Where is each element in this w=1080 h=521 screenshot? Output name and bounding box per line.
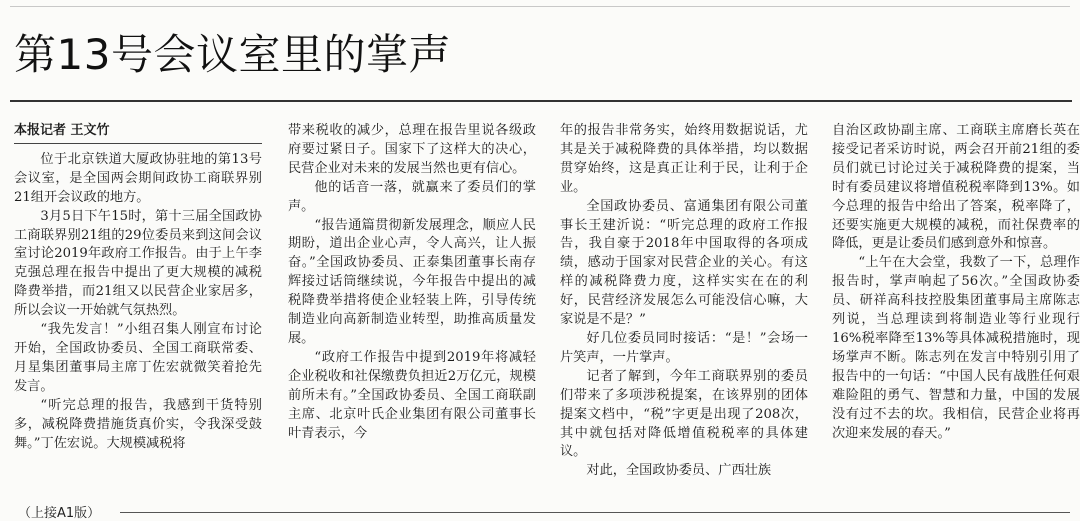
paragraph: “政府工作报告中提到2019年将减轻企业税收和社保缴费负担近2万亿元，规模前所未有。”全国政协委员、全国工商联副主席、北京叶氏企业集团有限公司董事长叶青表示，今 xyxy=(288,349,536,441)
paragraph: “上午在大会堂，我数了一下，总理作报告时，掌声响起了56次。”全国政协委员、研祥高科技控股集团董事局主席陈志列说，当总理读到将制造业等行业现行16%税率降至13%等具体减税措施时，现场掌声不断。陈志列在发言中特别引用了报告中的一句话：“中国人民有战胜任何艰难险阻的勇气、智慧和力量，中国的发展没有过不去的坎。我相信，民营企业将再次迎来发展的春天。” xyxy=(832,255,1080,441)
paragraph: “听完总理的报告，我感到干货特别多，减税降费措施货真价实，令我深受鼓舞。”丁佐宏说。大规模减税将 xyxy=(14,397,262,451)
paragraph: 好几位委员同时接话：“是！”会场一片笑声，一片掌声。 xyxy=(560,330,808,365)
paragraph: 年的报告非常务实，始终用数据说话，尤其是关于减税降费的具体举措，均以数据贯穿始终，这是真正让利于民，让利于企业。 xyxy=(560,123,808,195)
paragraph: 带来税收的减少，总理在报告里说各级政府要过紧日子。国家下了这样大的决心，民营企业对未来的发展当然也更有信心。 xyxy=(288,123,536,176)
paragraph: 他的话音一落，就赢来了委员们的掌声。 xyxy=(288,179,536,214)
paragraph: “我先发言！”小组召集人刚宣布讨论开始，全国政协委员、全国工商联常委、月星集团董事局主席丁佐宏就微笑着抢先发言。 xyxy=(14,322,262,394)
footer-rule xyxy=(120,512,1070,513)
paragraph: 全国政协委员、富通集团有限公司董事长王建沂说：“听完总理的政府工作报告，我自豪于2018年中国取得的各项成绩，感动于国家对民营企业的关心。有这样的减税降费力度，这样实实在在的利好，民营经济发展怎么可能没信心嘛，大家说是不是？” xyxy=(560,198,808,328)
byline: 本报记者 王文竹 xyxy=(14,122,262,144)
paragraph: 记者了解到，今年工商联界别的委员们带来了多项涉税提案，在该界别的团体提案文档中，“税”字更是出现了208次，其中就包括对降低增值税税率的具体建议。 xyxy=(560,368,808,460)
article-column-4 xyxy=(832,122,1080,492)
article-column-2 xyxy=(288,122,536,492)
headline: 第13号会议室里的掌声 xyxy=(14,30,451,79)
continuation-note: （上接A1版） xyxy=(18,506,101,521)
paragraph: 位于北京铁道大厦政协驻地的第13号会议室，是全国两会期间政协工商联界别21组开会议政的地方。 xyxy=(14,151,262,205)
paragraph: 对此，全国政协委员、广西壮族 xyxy=(586,463,772,479)
top-rule xyxy=(10,6,1070,7)
paragraph: “报告通篇贯彻新发展理念，顺应人民期盼，道出企业心声，令人高兴，让人振奋。”全国政协委员、正泰集团董事长南存辉接过话筒继续说，今年报告中提出的减税降费举措将使企业轻装上阵，引导传统制造业向高新制造业转型，助推高质量发展。 xyxy=(288,217,536,346)
article-column-3 xyxy=(560,122,808,492)
paragraph: 自治区政协副主席、工商联主席磨长英在接受记者采访时说，两会召开前21组的委员们就已讨论过关于减税降费的提案，当时有委员建议将增值税税率降到13%。如今总理的报告中给出了答案，税率降了，还要实施更大规模的减税，而社保费率的降低，更是让委员们感到意外和惊喜。 xyxy=(832,123,1080,252)
paragraph: 3月5日下午15时，第十三届全国政协工商联界别21组的29位委员来到这间会议室讨论2019年政府工作报告。由于上午李克强总理在报告中提出了更大规模的减税降费举措，而21组又以民营企业家居多，所以会议一开始就气氛热烈。 xyxy=(14,208,262,319)
headline-rule xyxy=(10,100,1072,102)
article-column-1 xyxy=(14,122,262,492)
